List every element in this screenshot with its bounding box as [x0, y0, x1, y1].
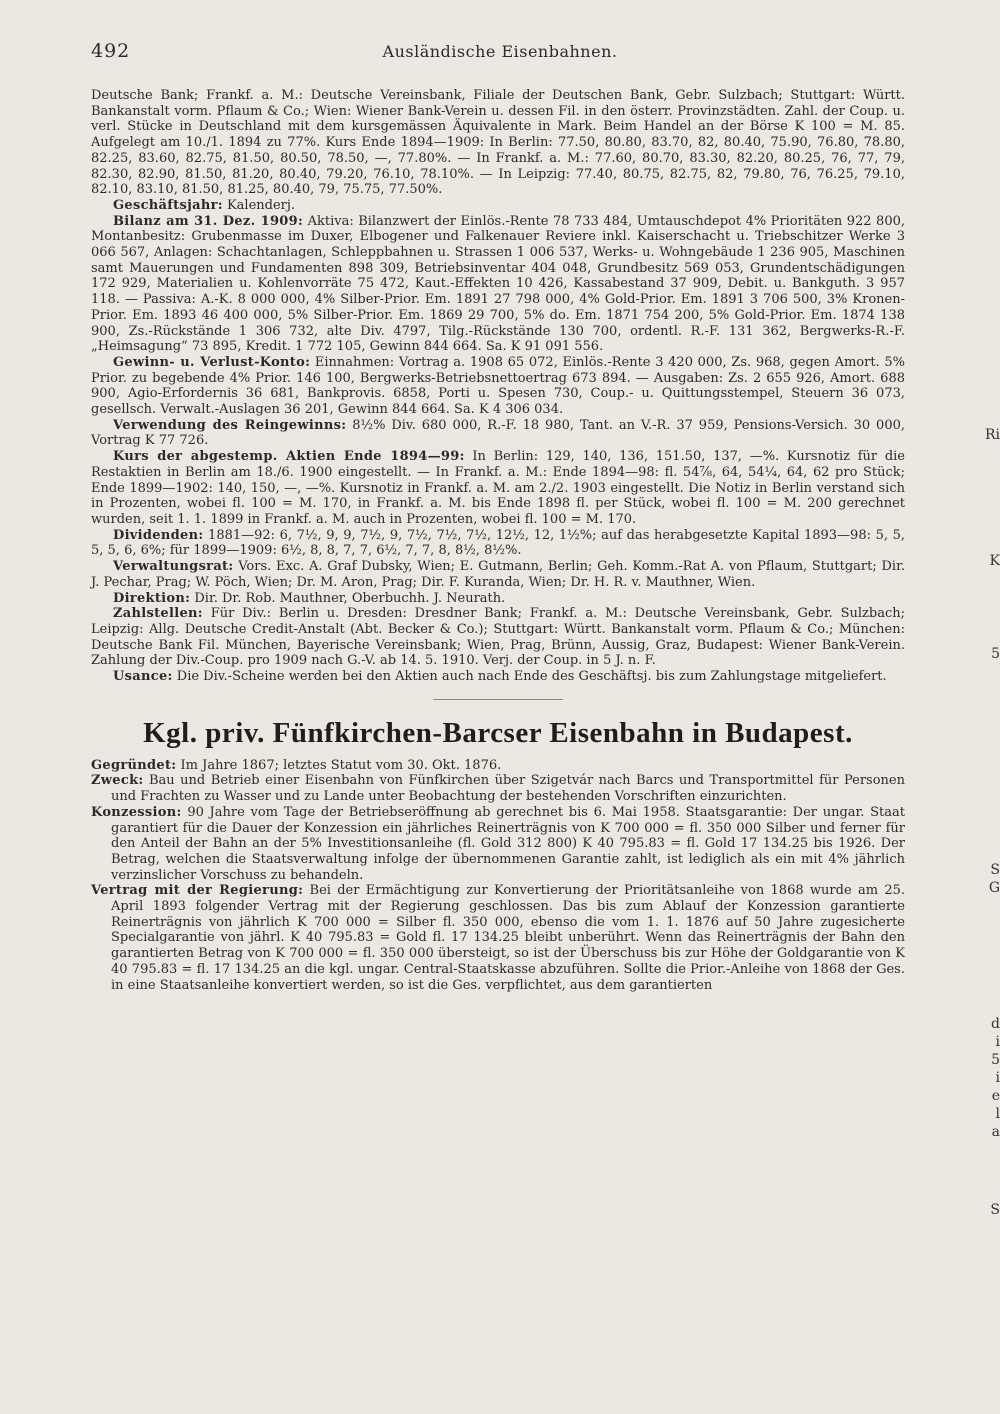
paragraph-usance: [91, 669, 905, 685]
paragraph-kurs: [91, 449, 905, 528]
paragraph-konzession: [91, 805, 905, 884]
label-verwaltungsrat: Verwaltungsrat:: [113, 559, 234, 575]
label-usance: Usance:: [113, 669, 173, 685]
paragraph-dividenden: [91, 528, 905, 559]
paragraph-gegruendet: [91, 758, 905, 774]
label-gewinn-verlust: Gewinn- u. Verlust-Konto:: [113, 354, 311, 370]
margin-fragment: i: [995, 1070, 1000, 1086]
paragraph-gewinn-verlust: [91, 355, 905, 418]
label-zweck: Zweck:: [91, 773, 144, 789]
margin-fragment: l: [995, 1106, 1000, 1122]
margin-fragment: a: [991, 1124, 1000, 1140]
label-verwendung: Verwendung des Reingewinns:: [113, 417, 347, 433]
paragraph-bilanz: [91, 214, 905, 355]
text-dividenden: 1881—92: 6, 7½, 9, 9, 7½, 9, 7½, 7½, 7½, 12½, 12, 1½%; auf das herabgesetzte Kapital 1893—98: 5, 5, 5, 5, 6, 6%; für 1899—1909: 6½, 8, 8, 7, 7, 6½, 7, 7, 8, 8½, 8½%.: [91, 527, 905, 559]
paragraph-direktion: [91, 591, 905, 607]
margin-fragment: i: [995, 1034, 1000, 1050]
margin-fragment: S: [990, 862, 1000, 878]
section-divider: [433, 699, 563, 700]
running-title: Ausländische Eisenbahnen.: [382, 42, 618, 61]
margin-fragment: 5: [991, 646, 1000, 662]
text-column: [91, 88, 905, 993]
text-direktion: Dir. Dr. Rob. Mauthner, Oberbuchh. J. Neurath.: [194, 590, 506, 606]
paragraph-geschaeftsjahr: [91, 198, 905, 214]
section-title: Kgl. priv. Fünfkirchen-Barcser Eisenbahn in Budapest.: [143, 716, 853, 749]
label-dividenden: Dividenden:: [113, 527, 204, 543]
label-zahlstellen: Zahlstellen:: [113, 606, 203, 622]
paragraph-zahlstellen: [91, 606, 905, 669]
text-kurs: In Berlin: 129, 140, 136, 151.50, 137, —%. Kursnotiz für die Restaktien in Berlin am 18./6. 1900 eingestellt. — In Frankf. a. M.: Ende 1894—98: fl. 54⅞, 64, 54¼, 64, 62 pro Stück; Ende 1899—1902: 140, 150, —, —%. Kursnotiz in Frankf. a. M. am 2./2. 1903 eingestellt. Die Notiz in Berlin verstand sich in Prozenten, wobei fl. 100 = M. 170, in Frankf. a. M. bis Ende 1898 fl. per Stück, wobei fl. 100 = M. 200 gerechnet wurden, seit 1. 1. 1899 in Frankf. a. M. auch in Prozenten, wobei fl. 100 = M. 170.: [91, 449, 905, 527]
paragraph-vertrag: [91, 883, 905, 993]
label-gegruendet: Gegründet:: [91, 757, 177, 773]
text-verwaltungsrat: Vors. Exc. A. Graf Dubsky, Wien; E. Gutmann, Berlin; Geh. Komm.-Rat A. von Pflaum, Stuttgart; Dir. J. Pechar, Prag; W. Pöch, Wien; Dr. M. Aron, Prag; Dir. F. Kuranda, Wien; Dr. H. R. v. Mauthner, Wien.: [91, 559, 905, 590]
text-gegruendet: Im Jahre 1867; letztes Statut vom 30. Okt. 1876.: [180, 757, 502, 773]
label-vertrag: Vertrag mit der Regierung:: [91, 883, 304, 899]
text-geschaeftsjahr: Kalenderj.: [226, 197, 296, 213]
prev-entry-continuation: Deutsche Bank; Frankf. a. M.: Deutsche Vereinsbank, Filiale der Deutschen Bank, Gebr. Sulzbach; Stuttgart: Württ. Bankanstalt vorm. Pflaum & Co.; Wien: Wiener Bank-Verein u. dessen Fil. in den österr. Provinzstädten. Zahl. der Coup. u. verl. Stücke in Deutschland mit dem kursgemässen Äquivalente in Mark. Beim Handel an der Börse K 100 = M. 85. Aufgelegt am 10./1. 1894 zu 77%. Kurs Ende 1894—1909: In Berlin: 77.50, 80.80, 83.70, 82, 80.40, 75.90, 76.80, 78.80, 82.25, 83.60, 82.75, 81.50, 80.50, 78.50, —, 77.80%. — In Frankf. a. M.: 77.60, 80.70, 83.30, 82.20, 80.25, 76, 77, 79, 82.30, 82.90, 81.50, 81.20, 80.40, 79.20, 76.10, 78.10%. — In Leipzig: 77.40, 80.75, 82.75, 82, 79.80, 76, 76.25, 79.10, 82.10, 83.10, 81.50, 81.25, 80.40, 79, 75.75, 77.50%.: [91, 88, 905, 198]
margin-fragment: d: [991, 1016, 1000, 1032]
label-konzession: Konzession:: [91, 804, 182, 820]
label-direktion: Direktion:: [113, 590, 191, 606]
text-usance: Die Div.-Scheine werden bei den Aktien auch nach Ende des Geschäftsj. bis zum Zahlungstage mitgeliefert.: [176, 669, 887, 685]
label-kurs: Kurs der abgestemp. Aktien Ende 1894—99:: [113, 449, 465, 465]
paragraph-verwendung: [91, 418, 905, 449]
text-verwendung: 8½% Div. 680 000, R.-F. 18 980, Tant. an V.-R. 37 959, Pensions-Versich. 30 000, Vortrag K 77 726.: [91, 417, 905, 449]
paragraph-zweck: [91, 773, 905, 804]
margin-fragment: 5: [991, 1052, 1000, 1068]
text-konzession: 90 Jahre vom Tage der Betriebseröffnung ab gerechnet bis 6. Mai 1958. Staatsgarantie: Der ungar. Staat garantiert für die Dauer der Konzession ein jährliches Reinerträgnis von K 700 000 = fl. 350 000 Silber und ferner für den Anteil der Bahn an der 5% Investitionsanleihe (fl. Gold 312 800) K 40 795.83 = fl. Gold 17 134.25 bis 1926. Der Betrag, welchen die Staatsverwaltung infolge der übernommenen Garantie zahlt, ist lediglich als ein mit 4% jährlich verzinslicher Vorschuss zu behandeln.: [111, 804, 905, 883]
margin-fragment: Ri: [984, 427, 1000, 443]
margin-fragment: K: [989, 553, 1000, 569]
margin-fragment: S: [990, 1202, 1000, 1218]
label-bilanz: Bilanz am 31. Dez. 1909:: [113, 213, 304, 229]
margin-fragment: e: [991, 1088, 1000, 1104]
page-number: 492: [91, 40, 131, 62]
text-bilanz: Aktiva: Bilanzwert der Einlös.-Rente 78 733 484, Umtauschdepot 4% Prioritäten 922 800, Montanbesitz: Grubenmasse im Duxer, Elbogener und Falkenauer Reviere inkl. Kaiserschacht u. Triebschitzer Werke 3 066 567, Anlagen: Schachtanlagen, Schleppbahnen u. Strassen 1 006 537, Werks- u. Wohngebäude 1 236 905, Maschinen samt Mauerungen und Fundamenten 898 309, Betriebsinventar 404 048, Grundbesitz 569 053, Grundentschädigungen 172 929, Materialien u. Kohlenvorräte 75 472, Kaut.-Effekten 10 426, Kassabestand 37 909, Debit. u. Bankguth. 3 957 118. — Passiva: A.-K. 8 000 000, 4% Silber-Prior. Em. 1891 27 798 000, 4% Gold-Prior. Em. 1891 3 706 500, 3% Kronen-Prior. Em. 1893 46 400 000, 5% Silber-Prior. Em. 1869 29 700, 5% do. Em. 1871 754 200, 5% Gold-Prior. Em. 1874 138 900, Zs.-Rückstände 1 306 732, alte Div. 4797, Tilg.-Rückstände 130 700, ordentl. R.-F. 131 362, Bergwerks-R.-F. „Heimsagung“ 73 895, Kredit. 1 772 105, Gewinn 844 664. Sa. K 91 091 556.: [91, 213, 906, 355]
paragraph-verwaltungsrat: [91, 559, 905, 590]
margin-fragment: G: [988, 880, 1000, 896]
text-zweck: Bau und Betrieb einer Eisenbahn von Fünfkirchen über Szigetvár nach Barcs und Transportmittel für Personen und Frachten zu Wasser und zu Lande unter Beobachtung der bestehenden Vorschriften einzurichten.: [111, 773, 905, 805]
text-gewinn-verlust: Einnahmen: Vortrag a. 1908 65 072, Einlös.-Rente 3 420 000, Zs. 968, gegen Amort. 5% Prior. zu begebende 4% Prior. 146 100, Bergwerks-Betriebsnettoertrag 673 894. — Ausgaben: Zs. 2 655 926, Amort. 688 900, Agio-Erfordernis 36 681, Bankprovis. 6858, Porti u. Spesen 730, Coup.- u. Quittungsstempel, Steuern 36 073, gesellsch. Verwalt.-Auslagen 36 201, Gewinn 844 664. Sa. K 4 306 034.: [91, 354, 905, 418]
label-geschaeftsjahr: Geschäftsjahr:: [113, 197, 223, 213]
text-zahlstellen: Für Div.: Berlin u. Dresden: Dresdner Bank; Frankf. a. M.: Deutsche Vereinsbank, Gebr. Sulzbach; Leipzig: Allg. Deutsche Credit-Anstalt (Abt. Becker & Co.); Stuttgart: Württ. Bankanstalt vorm. Pflaum & Co.; München: Deutsche Bank Fil. München, Bayerische Vereinsbank; Wien, Prag, Brünn, Aussig, Graz, Budapest: Wiener Bank-Verein. Zahlung der Div.-Coup. pro 1909 nach G.-V. ab 14. 5. 1910. Verj. der Coup. in 5 J. n. F.: [91, 606, 905, 669]
text-vertrag: Bei der Ermächtigung zur Konvertierung der Prioritätsanleihe von 1868 wurde am 25. April 1893 folgender Vertrag mit der Regierung geschlossen. Das bis zum Ablauf der Konzession garantierte Reinerträgnis von jährlich K 700 000 = Silber fl. 350 000, ebenso die vom 1. 1. 1876 auf 50 Jahre zugesicherte Specialgarantie von jährl. K 40 795.83 = Gold fl. 17 134.25 bleibt unberührt. Wenn das Reinerträgnis der Bahn den garantierten Betrag von K 700 000 = fl. 350 000 übersteigt, so ist der Überschuss bis zur Höhe der Goldgarantie von K 40 795.83 = fl. 17 134.25 an die kgl. ungar. Central-Staatskasse abzuführen. Sollte die Prior.-Anleihe von 1868 der Ges. in eine Staatsanleihe konvertiert werden, so ist die Ges. verpflichtet, aus dem garantierten: [111, 883, 905, 993]
